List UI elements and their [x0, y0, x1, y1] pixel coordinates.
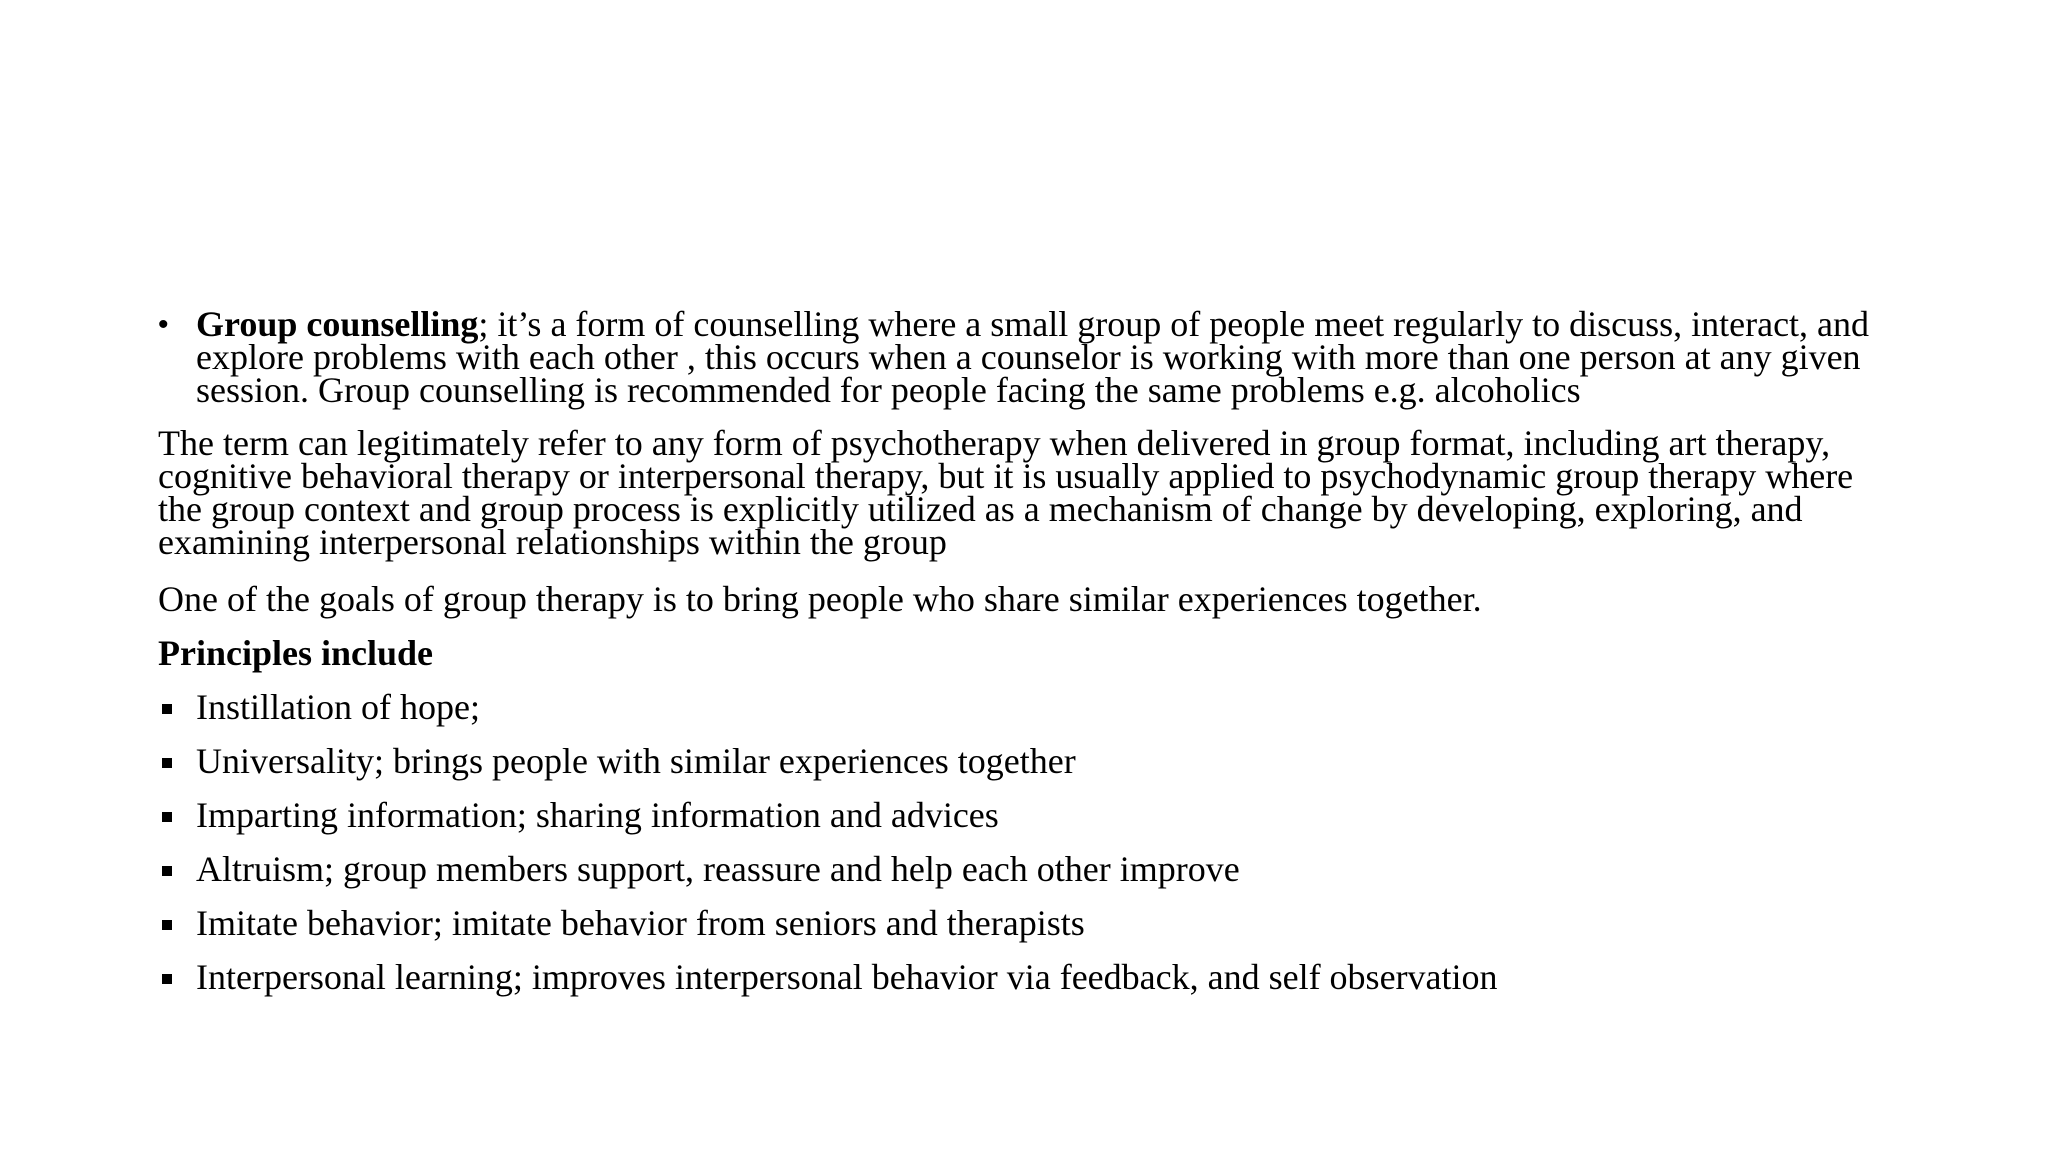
bullet-term: Group counselling: [196, 304, 479, 344]
slide-content: [158, 304, 1898, 1011]
square-bullet-icon: [162, 974, 172, 984]
group-counselling-bullet: [158, 304, 1898, 410]
principle-text: Imparting information; sharing information and advices: [196, 795, 999, 835]
list-item: [158, 903, 1898, 957]
goals-paragraph: One of the goals of group therapy is to bring people who share similar experiences together.: [158, 579, 1482, 619]
square-bullet-icon: [162, 704, 172, 714]
list-item: [158, 849, 1898, 903]
bullet-text: ; it’s a form of counselling where a small group of people meet regularly to discuss, interact, and explore problems with each other , this occurs when a counselor is working with more than one person at any given session. Group counselling is recommended for people facing the same problems e.g. alcoholics: [196, 304, 1870, 410]
psychotherapy-paragraph: The term can legitimately refer to any form of psychotherapy when delivered in group format, including art therapy, cognitive behavioral therapy or interpersonal therapy, but it is usually applied to psychodynamic group therapy where the group context and group process is explicitly utilized as a mechanism of change by developing, exploring, and examining interpersonal relationships within the group: [158, 423, 1854, 562]
list-item: [158, 795, 1898, 849]
principle-text: Interpersonal learning; improves interpersonal behavior via feedback, and self observation: [196, 957, 1498, 997]
principle-text: Universality; brings people with similar experiences together: [196, 741, 1076, 781]
principle-text: Altruism; group members support, reassure and help each other improve: [196, 849, 1240, 889]
principle-text: Instillation of hope;: [196, 687, 480, 727]
square-bullet-icon: [162, 812, 172, 822]
square-bullet-icon: [162, 866, 172, 876]
list-item: [158, 957, 1898, 1011]
principles-heading: Principles include: [158, 633, 434, 673]
principle-text: Imitate behavior; imitate behavior from seniors and therapists: [196, 903, 1085, 943]
principles-list: [158, 687, 1898, 1011]
square-bullet-icon: [162, 758, 172, 768]
square-bullet-icon: [162, 920, 172, 930]
list-item: [158, 687, 1898, 741]
round-bullet-icon: •: [158, 308, 169, 341]
list-item: [158, 741, 1898, 795]
